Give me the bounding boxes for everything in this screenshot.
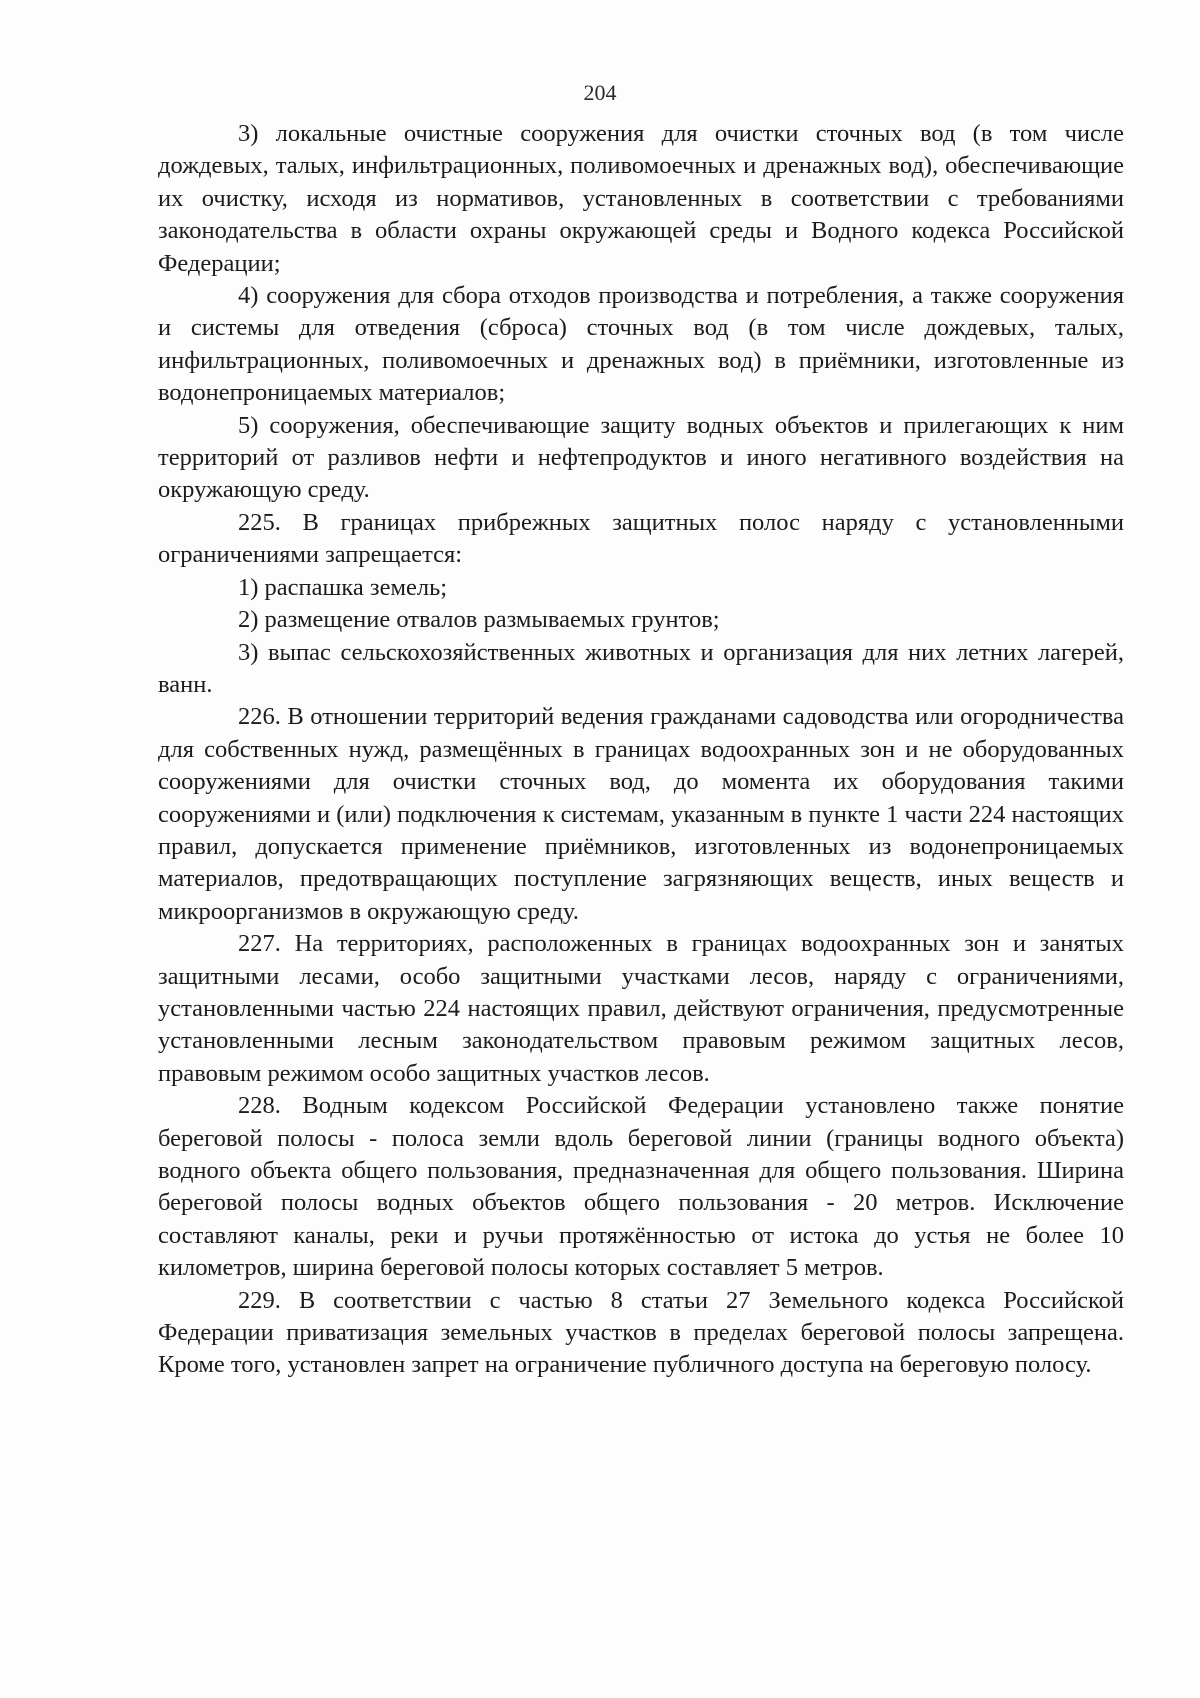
- paragraph-228: 228. Водным кодексом Российской Федерации установлено также понятие береговой полосы - полоса земли вдоль береговой линии (границы водного объекта) водного объекта общего пользования, предназначенная для общего пользования. Ширина береговой полосы водных объектов общего пользования - 20 метров. Исключение составляют каналы, реки и ручьи протяжённостью от истока до устья не более 10 километров, ширина береговой полосы которых составляет 5 метров.: [158, 1092, 1124, 1282]
- paragraph-225-item-1: 1) распашка земель;: [238, 573, 448, 601]
- page-number: 204: [583, 80, 617, 105]
- paragraph-226: 226. В отношении территорий ведения гражданами садоводства или огородничества для собственных нужд, размещённых в границах водоохранных зон и не оборудованных сооружениями для очистки сточных вод, до момента их оборудования такими сооружениями и (или) подключения к системам, указанным в пункте 1 части 224 настоящих правил, допускается применение приёмников, изготовленных из водонепроницаемых материалов, предотвращающих поступление загрязняющих веществ, иных веществ и микроорганизмов в окружающую среду.: [158, 703, 1124, 925]
- paragraph-225-item-2: 2) размещение отвалов размываемых грунтов;: [238, 606, 720, 634]
- paragraph-item-3-local-treatment: 3) локальные очистные сооружения для очистки сточных вод (в том числе дождевых, талых, инфильтрационных, поливомоечных и дренажных вод), обеспечивающие их очистку, исходя из нормативов, установленных в соответствии с требованиями законодательства в области охраны окружающей среды и Водного кодекса Российской Федерации;: [158, 120, 1124, 277]
- paragraph-225-item-3: 3) выпас сельскохозяйственных животных и организация для них летних лагерей, ванн.: [158, 638, 1124, 698]
- document-body: [158, 118, 1124, 1382]
- paragraph-item-5-protection-structures: 5) сооружения, обеспечивающие защиту водных объектов и прилегающих к ним территорий от разливов нефти и нефтепродуктов и иного негативного воздействия на окружающую среду.: [158, 411, 1124, 504]
- paragraph-item-4-waste-collection: 4) сооружения для сбора отходов производства и потребления, а также сооружения и системы для отведения (сброса) сточных вод (в том числе дождевых, талых, инфильтрационных, поливомоечных и дренажных вод) в приёмники, изготовленные из водонепроницаемых материалов;: [158, 282, 1124, 407]
- paragraph-229: 229. В соответствии с частью 8 статьи 27 Земельного кодекса Российской Федерации приватизация земельных участков в пределах береговой полосы запрещена. Кроме того, установлен запрет на ограничение публичного доступа на береговую полосу.: [158, 1286, 1124, 1379]
- paragraph-227: 227. На территориях, расположенных в границах водоохранных зон и занятых защитными лесами, особо защитными участками лесов, наряду с ограничениями, установленными частью 224 настоящих правил, действуют ограничения, предусмотренные установленными лесным законодательством правовым режимом защитных лесов, правовым режимом особо защитных участков лесов.: [158, 930, 1124, 1087]
- paragraph-225: 225. В границах прибрежных защитных полос наряду с установленными ограничениями запрещается:: [158, 508, 1124, 569]
